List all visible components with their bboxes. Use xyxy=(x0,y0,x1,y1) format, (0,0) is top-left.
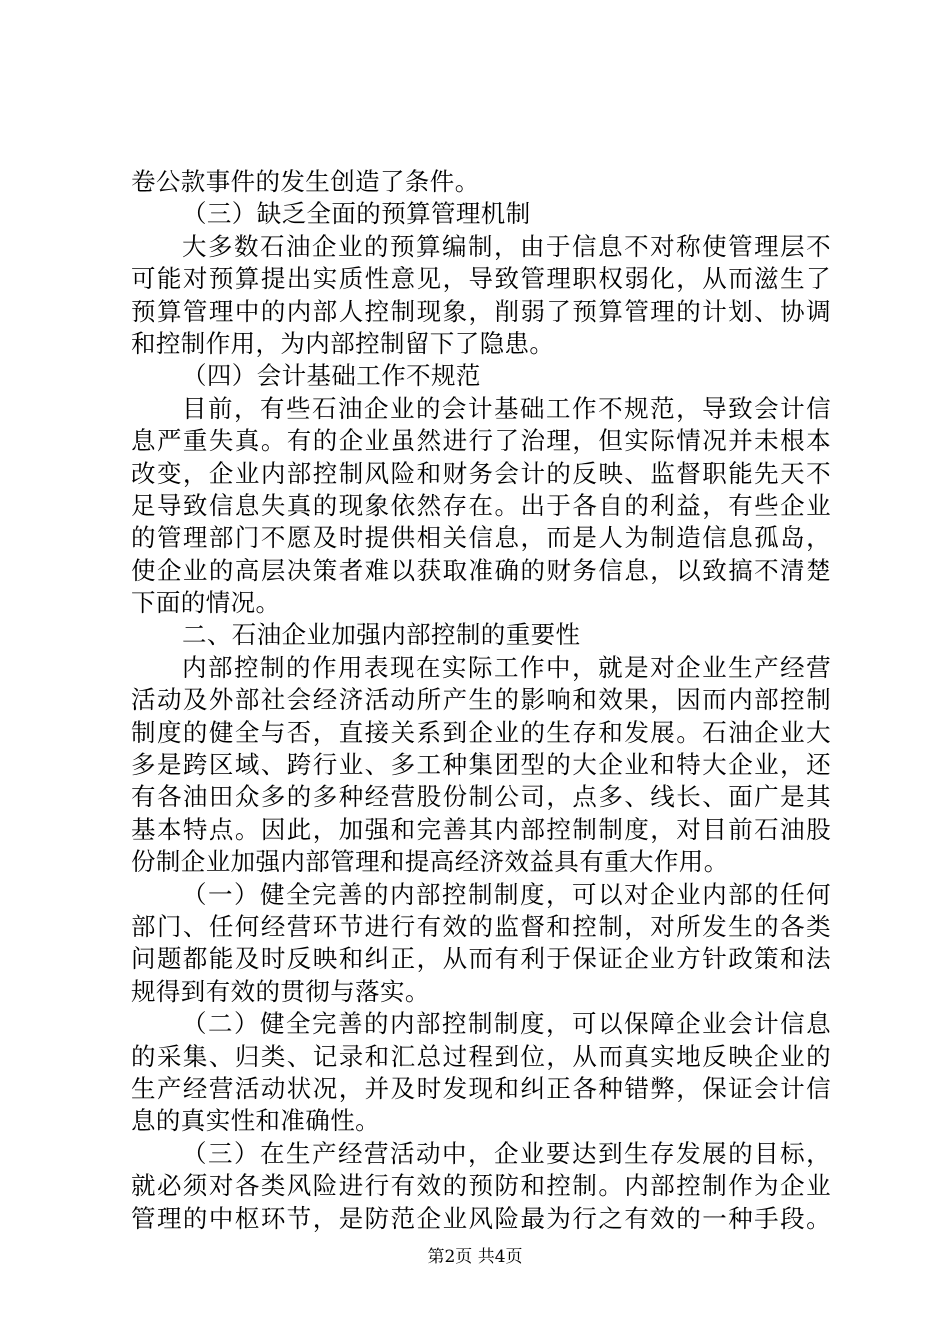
text-line: 内部控制的作用表现在实际工作中，就是对企业生产经营 xyxy=(182,652,831,682)
text-line: 二、石油企业加强内部控制的重要性 xyxy=(182,620,581,650)
text-line: 的管理部门不愿及时提供相关信息，而是人为制造信息孤岛， xyxy=(131,523,831,553)
text-line: （三）在生产经营活动中，企业要达到生存发展的目标， xyxy=(182,1138,831,1168)
text-line: 的采集、归类、记录和汇总过程到位，从而真实地反映企业的 xyxy=(131,1041,831,1071)
page-number-footer: 第2页 共4页 xyxy=(427,1247,523,1267)
text-line: 使企业的高层决策者难以获取准确的财务信息，以致搞不清楚 xyxy=(131,555,831,585)
document-body xyxy=(131,166,831,1235)
text-line: 预算管理中的内部人控制现象，削弱了预算管理的计划、协调 xyxy=(131,296,831,326)
text-line: 份制企业加强内部管理和提高经济效益具有重大作用。 xyxy=(131,847,729,877)
text-line: （二）健全完善的内部控制制度，可以保障企业会计信息 xyxy=(182,1009,831,1039)
text-line: 卷公款事件的发生创造了条件。 xyxy=(131,167,480,196)
text-line: 息严重失真。有的企业虽然进行了治理，但实际情况并未根本 xyxy=(131,426,831,456)
text-line: 部门、任何经营环节进行有效的监督和控制，对所发生的各类 xyxy=(131,911,831,941)
text-line: （三）缺乏全面的预算管理机制 xyxy=(182,199,531,229)
text-line: 可能对预算提出实质性意见，导致管理职权弱化，从而滋生了 xyxy=(131,264,831,294)
text-line: 多是跨区域、跨行业、多工种集团型的大企业和特大企业，还 xyxy=(131,750,831,780)
text-line: 有各油田众多的多种经营股份制公司，点多、线长、面广是其 xyxy=(131,782,831,812)
text-line: 活动及外部社会经济活动所产生的影响和效果，因而内部控制 xyxy=(131,685,831,715)
text-line: 就必须对各类风险进行有效的预防和控制。内部控制作为企业 xyxy=(131,1171,831,1201)
text-line: 足导致信息失真的现象依然存在。出于各自的利益，有些企业 xyxy=(131,490,831,520)
text-line: 问题都能及时反映和纠正，从而有利于保证企业方针政策和法 xyxy=(131,944,831,974)
text-line: 大多数石油企业的预算编制，由于信息不对称使管理层不 xyxy=(182,231,831,261)
text-line: 制度的健全与否，直接关系到企业的生存和发展。石油企业大 xyxy=(131,717,831,747)
text-line: 改变，企业内部控制风险和财务会计的反映、监督职能先天不 xyxy=(131,458,831,488)
text-line: （四）会计基础工作不规范 xyxy=(182,361,481,391)
text-line: 规得到有效的贯彻与落实。 xyxy=(131,976,430,1006)
text-line: 和控制作用，为内部控制留下了隐患。 xyxy=(131,328,555,358)
text-line: 生产经营活动状况，并及时发现和纠正各种错弊，保证会计信 xyxy=(131,1073,831,1103)
text-line: 管理的中枢环节，是防范企业风险最为行之有效的一种手段。 xyxy=(131,1203,831,1233)
text-line: 基本特点。因此，加强和完善其内部控制制度，对目前石油股 xyxy=(131,814,831,844)
text-line: 目前，有些石油企业的会计基础工作不规范，导致会计信 xyxy=(182,393,831,423)
text-line: （一）健全完善的内部控制制度，可以对企业内部的任何 xyxy=(182,879,831,909)
text-line: 下面的情况。 xyxy=(131,588,281,618)
text-line: 息的真实性和准确性。 xyxy=(131,1106,380,1136)
